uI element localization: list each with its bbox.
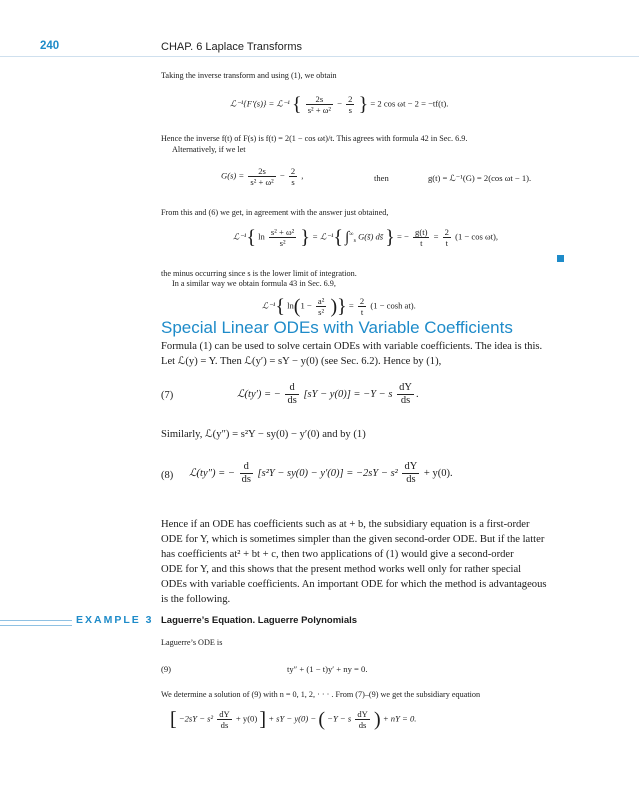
section-line-1: Formula (1) can be used to solve certain ODEs with variable coefficients. The idea is this. <box>161 341 543 352</box>
example-line-1: Laguerre’s ODE is <box>161 638 223 647</box>
paragraph-1: Taking the inverse transform and using (1), we obtain <box>161 71 337 80</box>
section-line-9: is the following. <box>161 594 231 605</box>
equation-1: ℒ⁻¹{F′(s)} = ℒ⁻¹ { $\frac{2s}{\text{s² + ω²}}$ − $\frac{2}{s}$ } = 2 cos ωt − 2 = −tf(t). <box>230 93 449 116</box>
equation-7-label: (7) <box>161 390 174 401</box>
paragraph-2: Hence the inverse f(t) of F(s) is f(t) = 2(1 − cos ωt)/t. This agrees with formula 42 in Sec. 6.9. <box>161 134 468 143</box>
paragraph-5: the minus occurring since s is the lower limit of integration. <box>161 269 357 278</box>
section-line-5: ODE for Y, which is sometimes simpler than the given second-order ODE. But if the latter <box>161 534 545 545</box>
equation-9-label: (9) <box>161 664 172 674</box>
header-rule <box>0 56 639 57</box>
example-rule <box>0 620 72 626</box>
section-line-4: Hence if an ODE has coefficients such as at + b, the subsidiary equation is a first-order <box>161 519 530 530</box>
paragraph-3: Alternatively, if we let <box>172 145 246 154</box>
chapter-title: CHAP. 6 Laplace Transforms <box>161 41 303 53</box>
section-line-6: has coefficients at² + bt + c, then two applications of (1) would give a second-order <box>161 549 514 560</box>
equation-4: ℒ⁻¹{ ln(1 − $\frac{\text{a²}}{\text{s²}}$ )} = $\frac{2}{t}$ (1 − cosh at). <box>262 295 416 318</box>
equation-9: ty″ + (1 − t)y′ + ny = 0. <box>287 664 368 674</box>
section-line-7: ODE for Y, and this shows that the present method works well only for rather special <box>161 564 522 575</box>
section-line-8: ODEs with variable coefficients. An important ODE for which the method is advantageous <box>161 579 547 590</box>
section-line-3: Similarly, ℒ(y″) = s²Y − sy(0) − y′(0) and by (1) <box>161 429 366 440</box>
paragraph-4: From this and (6) we get, in agreement with the answer just obtained, <box>161 208 389 217</box>
equation-8-label: (8) <box>161 470 174 481</box>
section-title: Special Linear ODEs with Variable Coefficients <box>161 318 513 337</box>
equation-2: G(s) = $\frac{2s}{\text{s² + ω²}}$ − $\frac{2}{s}$ , <box>221 166 304 187</box>
equation-7: ℒ(ty′) = − $\frac{d}{ds}$ [sY − y(0)] = −Y − s $\frac{dY}{ds}$ . <box>237 382 419 406</box>
equation-8: ℒ(ty″) = − $\frac{d}{ds}$ [s²Y − sy(0) − y′(0)] = −2sY − s² $\frac{dY}{ds}$ + y(0). <box>189 461 453 485</box>
equation-2-then: then <box>374 173 389 183</box>
example-line-2: We determine a solution of (9) with n = 0, 1, 2, · · · . From (7)–(9) we get the subsidiary equation <box>161 690 481 699</box>
page-number: 240 <box>40 40 60 52</box>
equation-2-rhs: g(t) = ℒ⁻¹(G) = 2(cos ωt − 1). <box>428 173 532 183</box>
equation-3: ℒ⁻¹{ ln $\frac{\text{s² + ω²}}{\text{s²}}$ } = ℒ⁻¹{ $\int^\infty_s$ G(s̃) ds̃ } = − $\frac{g(t)}{t}$ = $\frac{2}{t}$ (1 − cos ωt), <box>233 226 499 249</box>
example-title: Laguerre’s Equation. Laguerre Polynomials <box>161 615 358 626</box>
paragraph-6: In a similar way we obtain formula 43 in Sec. 6.9, <box>172 279 336 288</box>
section-line-2: Let ℒ(y) = Y. Then ℒ(y′) = sY − y(0) (see Sec. 6.2). Hence by (1), <box>161 356 442 367</box>
end-of-example-square <box>557 255 564 262</box>
equation-10: [ −2sY − s² $\frac{dY}{ds}$ + y(0) ] + sY − y(0) − ( −Y − s $\frac{dY}{ds}$ ) + nY = 0. <box>170 708 417 731</box>
example-label: EXAMPLE 3 <box>76 614 154 626</box>
